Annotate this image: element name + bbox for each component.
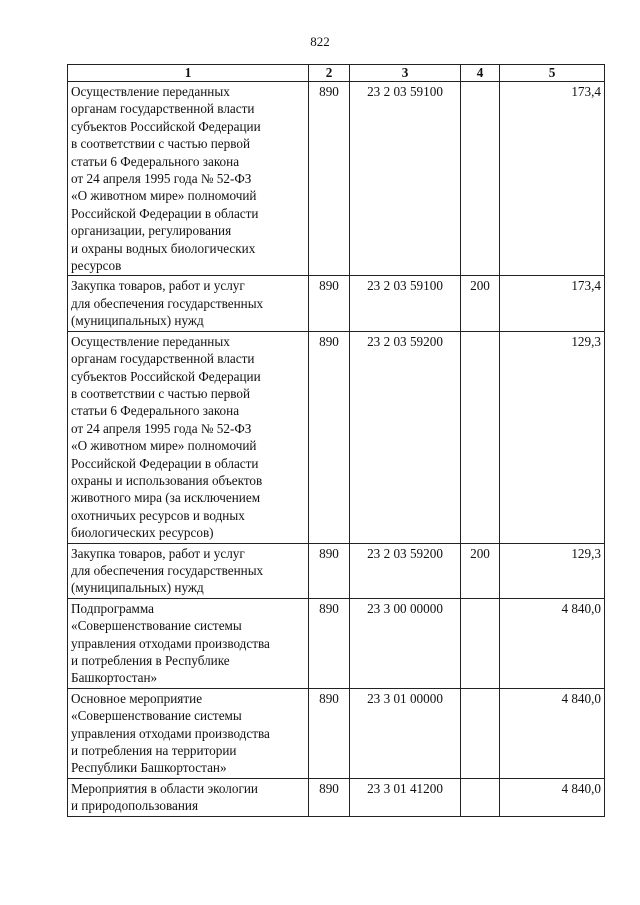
table-row: [68, 688, 605, 778]
page-number: 822: [310, 34, 330, 49]
row-ministry-cell: 890: [309, 598, 350, 688]
row-ministry-cell: 890: [309, 276, 350, 331]
table-row: [68, 543, 605, 598]
row-target-cell: 23 3 01 41200: [350, 778, 461, 816]
row-name-cell: Мероприятия в области экологии и природопользования: [68, 778, 309, 816]
table-row: [68, 778, 605, 816]
row-amount-cell: 129,3: [500, 331, 605, 543]
row-target-cell: 23 3 00 00000: [350, 598, 461, 688]
row-expense-cell: 200: [461, 543, 500, 598]
column-header-3: 3: [350, 65, 461, 82]
row-amount-cell: 4 840,0: [500, 778, 605, 816]
row-target-cell: 23 2 03 59100: [350, 82, 461, 276]
row-target-cell: 23 2 03 59200: [350, 543, 461, 598]
column-header-4: 4: [461, 65, 500, 82]
row-amount-cell: 173,4: [500, 82, 605, 276]
row-expense-cell: 200: [461, 276, 500, 331]
budget-table: [67, 64, 605, 817]
row-amount-cell: 129,3: [500, 543, 605, 598]
row-ministry-cell: 890: [309, 688, 350, 778]
table-row: [68, 82, 605, 276]
column-header-2: 2: [309, 65, 350, 82]
row-expense-cell: [461, 598, 500, 688]
row-ministry-cell: 890: [309, 543, 350, 598]
row-amount-cell: 4 840,0: [500, 688, 605, 778]
row-expense-cell: [461, 778, 500, 816]
table-row: [68, 331, 605, 543]
row-expense-cell: [461, 688, 500, 778]
row-name-cell: Закупка товаров, работ и услуг для обеспечения государственных (муниципальных) нужд: [68, 543, 309, 598]
table-row: [68, 276, 605, 331]
row-target-cell: 23 2 03 59200: [350, 331, 461, 543]
row-name-cell: Подпрограмма «Совершенствование системы управления отходами производства и потребления в Республике Башкортостан»: [68, 598, 309, 688]
row-target-cell: 23 2 03 59100: [350, 276, 461, 331]
row-name-cell: Основное мероприятие «Совершенствование системы управления отходами производства и потребления на территории Республики Башкортостан»: [68, 688, 309, 778]
column-header-1: 1: [68, 65, 309, 82]
row-amount-cell: 4 840,0: [500, 598, 605, 688]
column-header-5: 5: [500, 65, 605, 82]
table-row: [68, 598, 605, 688]
row-name-cell: Осуществление переданных органам государственной власти субъектов Российской Федерации в соответствии с частью первой статьи 6 Федерального закона от 24 апреля 1995 года № 52-ФЗ «О животном мире» полномочий Российской Федерации в области охраны и использования объектов животного мира (за исключением охотничьих ресурсов и водных биологических ресурсов): [68, 331, 309, 543]
table-header-row: [68, 65, 605, 82]
row-expense-cell: [461, 82, 500, 276]
row-name-cell: Осуществление переданных органам государственной власти субъектов Российской Федерации в соответствии с частью первой статьи 6 Федерального закона от 24 апреля 1995 года № 52-ФЗ «О животном мире» полномочий Российской Федерации в области организации, регулирования и охраны водных биологических ресурсов: [68, 82, 309, 276]
row-target-cell: 23 3 01 00000: [350, 688, 461, 778]
row-ministry-cell: 890: [309, 778, 350, 816]
row-amount-cell: 173,4: [500, 276, 605, 331]
row-expense-cell: [461, 331, 500, 543]
row-name-cell: Закупка товаров, работ и услуг для обеспечения государственных (муниципальных) нужд: [68, 276, 309, 331]
row-ministry-cell: 890: [309, 331, 350, 543]
row-ministry-cell: 890: [309, 82, 350, 276]
